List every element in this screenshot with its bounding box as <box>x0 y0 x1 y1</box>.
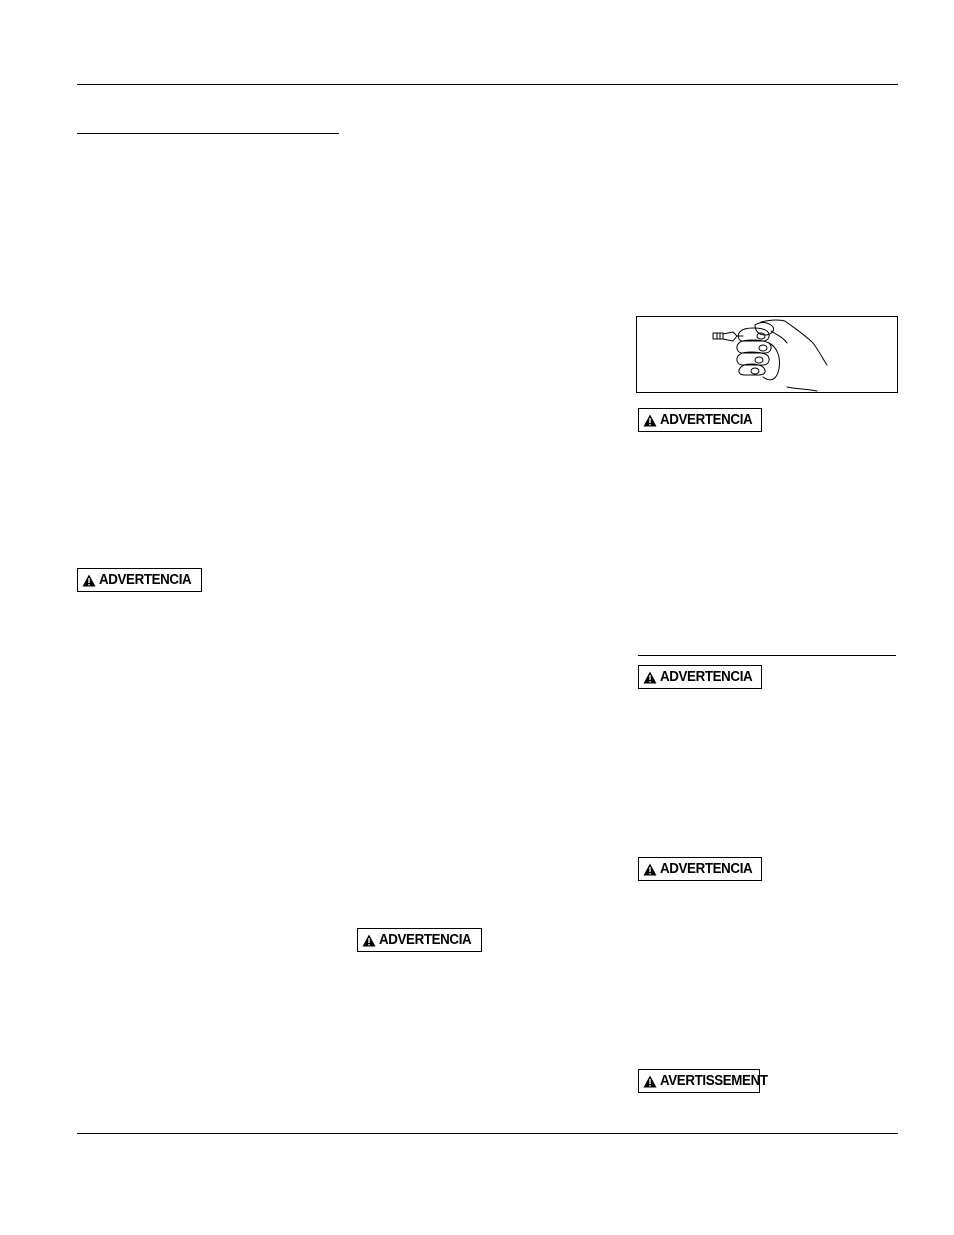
warning-label-text: ADVERTENCIA <box>660 411 753 428</box>
warning-triangle-icon <box>643 863 657 876</box>
warning-triangle-icon <box>82 574 96 587</box>
hand-holding-part-illustration <box>637 317 897 392</box>
warning-label-text: ADVERTENCIA <box>660 860 753 877</box>
warning-label-text: ADVERTENCIA <box>660 668 753 685</box>
warning-label-text: ADVERTENCIA <box>99 571 192 588</box>
warning-label-6 <box>638 1069 768 1093</box>
warning-triangle-icon <box>643 1075 657 1088</box>
warning-triangle-icon <box>643 414 657 427</box>
footer-rule <box>77 1133 898 1134</box>
warning-label-text: ADVERTENCIA <box>379 931 472 948</box>
warning-triangle-icon <box>643 671 657 684</box>
warning-label-text: AVERTISSEMENT <box>660 1072 768 1089</box>
section-rule-right <box>638 655 896 656</box>
warning-label-2 <box>77 568 202 592</box>
warning-label-1 <box>638 408 762 432</box>
warning-triangle-icon <box>362 934 376 947</box>
warning-label-3 <box>638 665 762 689</box>
section-underline-left <box>77 133 339 134</box>
illustration-frame <box>636 316 898 393</box>
header-rule <box>77 84 898 85</box>
warning-label-4 <box>638 857 762 881</box>
warning-label-5 <box>357 928 482 952</box>
